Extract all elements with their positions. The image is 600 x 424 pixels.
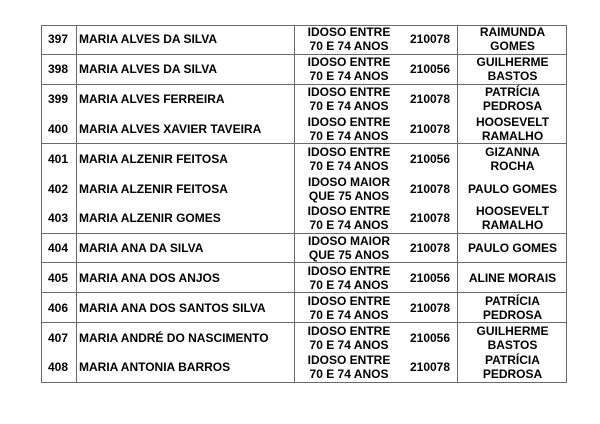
category bbox=[294, 55, 404, 84]
row-number: 401 bbox=[47, 152, 69, 167]
category-line: 70 E 74 ANOS bbox=[309, 307, 389, 322]
code: 210078 bbox=[409, 32, 451, 47]
category bbox=[294, 234, 404, 263]
category-line: 70 E 74 ANOS bbox=[309, 39, 389, 54]
category-line: IDOSO ENTRE bbox=[307, 263, 391, 278]
table-row bbox=[41, 204, 567, 234]
category bbox=[294, 204, 404, 233]
row-number: 405 bbox=[47, 270, 69, 285]
table-row bbox=[41, 293, 567, 323]
row-number: 397 bbox=[47, 32, 69, 47]
code: 210056 bbox=[409, 152, 451, 167]
category bbox=[294, 85, 404, 115]
category bbox=[294, 323, 404, 353]
beneficiary-name: MARIA ALVES FERREIRA bbox=[79, 92, 225, 107]
category-line: IDOSO ENTRE bbox=[307, 25, 391, 40]
table-row bbox=[41, 353, 567, 383]
beneficiary-name: MARIA ANA DA SILVA bbox=[79, 240, 204, 255]
code: 210078 bbox=[409, 181, 451, 196]
table-row bbox=[41, 234, 567, 264]
code: 210078 bbox=[409, 360, 451, 375]
beneficiary-name: MARIA ANA DOS ANJOS bbox=[79, 270, 220, 285]
responsible bbox=[458, 204, 567, 233]
row-number: 404 bbox=[47, 240, 69, 255]
responsible bbox=[458, 323, 567, 353]
responsible-line: GOMES bbox=[490, 39, 535, 54]
responsible bbox=[458, 174, 567, 204]
beneficiary-name: MARIA ALVES XAVIER TAVEIRA bbox=[79, 121, 262, 136]
responsible bbox=[458, 234, 567, 263]
responsible bbox=[458, 85, 567, 115]
row-number: 408 bbox=[47, 360, 69, 375]
responsible-line: GUILHERME bbox=[476, 323, 549, 338]
responsible-line: RAIMUNDA bbox=[479, 25, 546, 40]
category-line: QUE 75 ANOS bbox=[308, 188, 390, 203]
code: 210078 bbox=[409, 121, 451, 136]
responsible bbox=[458, 114, 567, 143]
responsible bbox=[458, 25, 567, 54]
row-number: 402 bbox=[47, 181, 69, 196]
category-line: IDOSO ENTRE bbox=[307, 145, 391, 160]
table-row bbox=[41, 25, 567, 55]
responsible bbox=[458, 263, 567, 292]
category-line: 70 E 74 ANOS bbox=[309, 367, 389, 382]
beneficiary-name: MARIA ALZENIR GOMES bbox=[79, 211, 221, 226]
category-line: IDOSO ENTRE bbox=[307, 353, 391, 368]
responsible-line: HOOSEVELT bbox=[475, 114, 550, 129]
responsible bbox=[458, 293, 567, 322]
responsible-line: PATRÍCIA bbox=[485, 353, 540, 368]
responsible bbox=[458, 353, 567, 382]
responsible-line: ALINE MORAIS bbox=[468, 270, 557, 285]
code: 210078 bbox=[409, 92, 451, 107]
row-number: 399 bbox=[47, 92, 69, 107]
code: 210078 bbox=[409, 240, 451, 255]
beneficiary-name: MARIA ANDRÉ DO NASCIMENTO bbox=[79, 330, 269, 345]
beneficiary-name: MARIA ALZENIR FEITOSA bbox=[79, 181, 228, 196]
code: 210078 bbox=[409, 211, 451, 226]
category bbox=[294, 174, 404, 204]
category bbox=[294, 114, 404, 143]
beneficiary-name: MARIA ANTONIA BARROS bbox=[79, 360, 231, 375]
category-line: IDOSO ENTRE bbox=[307, 323, 391, 338]
beneficiary-name: MARIA ANA DOS SANTOS SILVA bbox=[79, 300, 266, 315]
code: 210056 bbox=[409, 62, 451, 77]
category-line: 70 E 74 ANOS bbox=[309, 69, 389, 84]
category-line: IDOSO ENTRE bbox=[307, 204, 391, 219]
responsible-line: PEDROSA bbox=[482, 99, 543, 114]
category bbox=[294, 293, 404, 322]
responsible-line: PEDROSA bbox=[482, 367, 543, 382]
table-row bbox=[41, 55, 567, 85]
responsible-line: PAULO GOMES bbox=[467, 181, 558, 196]
responsible bbox=[458, 55, 567, 84]
row-number: 403 bbox=[47, 211, 69, 226]
table-row bbox=[41, 323, 567, 353]
category bbox=[294, 144, 404, 174]
category-line: 70 E 74 ANOS bbox=[309, 159, 389, 174]
responsible-line: GIZANNA bbox=[485, 145, 540, 160]
category-line: IDOSO MAIOR bbox=[307, 174, 390, 189]
code: 210078 bbox=[409, 300, 451, 315]
code: 210056 bbox=[409, 270, 451, 285]
category-line: 70 E 74 ANOS bbox=[309, 99, 389, 114]
category bbox=[294, 353, 404, 382]
beneficiary-name: MARIA ALVES DA SILVA bbox=[79, 62, 217, 77]
responsible-line: BASTOS bbox=[487, 69, 538, 84]
category-line: 70 E 74 ANOS bbox=[309, 218, 389, 233]
category-line: QUE 75 ANOS bbox=[308, 247, 390, 262]
beneficiary-name: MARIA ALZENIR FEITOSA bbox=[79, 152, 228, 167]
row-number: 407 bbox=[47, 330, 69, 345]
category bbox=[294, 263, 404, 292]
responsible-line: HOOSEVELT bbox=[475, 204, 550, 219]
code: 210056 bbox=[409, 330, 451, 345]
category-line: 70 E 74 ANOS bbox=[309, 277, 389, 292]
category-line: IDOSO ENTRE bbox=[307, 293, 391, 308]
table-row bbox=[41, 85, 567, 115]
row-number: 398 bbox=[47, 62, 69, 77]
table-row bbox=[41, 174, 567, 204]
responsible-line: GUILHERME bbox=[476, 55, 549, 70]
responsible-line: PAULO GOMES bbox=[467, 240, 558, 255]
responsible-line: RAMALHO bbox=[481, 128, 544, 143]
table-row bbox=[41, 263, 567, 293]
category-line: IDOSO MAIOR bbox=[307, 233, 390, 248]
responsible-line: RAMALHO bbox=[481, 218, 544, 233]
row-number: 406 bbox=[47, 300, 69, 315]
category-line: IDOSO ENTRE bbox=[307, 85, 391, 100]
responsible bbox=[458, 144, 567, 174]
category-line: IDOSO ENTRE bbox=[307, 55, 391, 70]
responsible-line: PEDROSA bbox=[482, 307, 543, 322]
table-row bbox=[41, 144, 567, 174]
responsible-line: BASTOS bbox=[487, 337, 538, 352]
beneficiary-name: MARIA ALVES DA SILVA bbox=[79, 32, 217, 47]
beneficiary-table bbox=[41, 25, 567, 383]
category-line: 70 E 74 ANOS bbox=[309, 128, 389, 143]
category bbox=[294, 25, 404, 54]
table-row bbox=[41, 114, 567, 144]
responsible-line: PATRÍCIA bbox=[485, 85, 540, 100]
category-line: 70 E 74 ANOS bbox=[309, 337, 389, 352]
responsible-line: PATRÍCIA bbox=[485, 293, 540, 308]
row-number: 400 bbox=[47, 121, 69, 136]
responsible-line: ROCHA bbox=[490, 159, 535, 174]
category-line: IDOSO ENTRE bbox=[307, 114, 391, 129]
